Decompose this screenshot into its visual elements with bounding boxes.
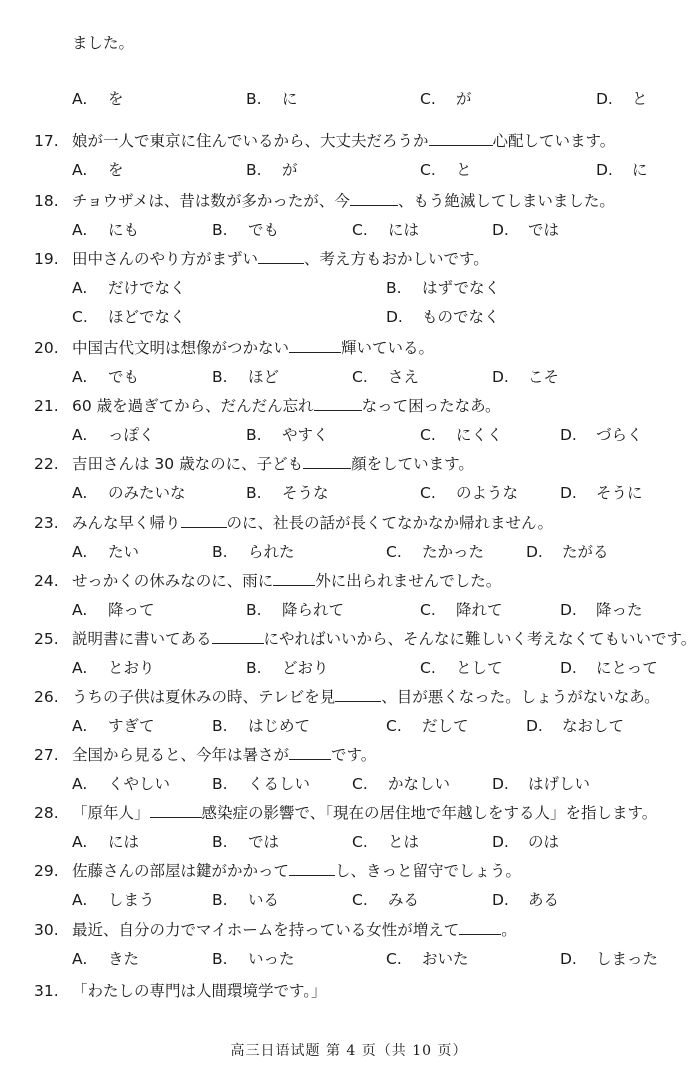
question-text-before: 最近、自分の力でマイホームを持っている女性が増えて (72, 921, 460, 939)
question-number: 23. (34, 514, 59, 532)
question-18 (34, 190, 615, 212)
question-31: 31. 「わたしの専門は人間環境学です。」 (34, 982, 327, 1000)
option-b: B. いる (212, 891, 280, 909)
answer-blank (350, 191, 398, 206)
option-a: A. を (72, 90, 124, 108)
question-text-after: 。 (501, 921, 517, 939)
question-number: 18. (34, 192, 59, 210)
answer-blank (273, 571, 315, 586)
option-a: A. のみたいな (72, 484, 186, 502)
option-a: A. たい (72, 543, 140, 561)
question-text-before: 「原年人」 (72, 804, 150, 822)
intro-text: ました。 (72, 34, 135, 52)
question-number: 26. (34, 688, 59, 706)
question-27 (34, 744, 376, 766)
question-text-before: 中国古代文明は想像がつかない (72, 339, 290, 357)
answer-blank (314, 396, 362, 411)
option-a: A. にも (72, 221, 140, 239)
question-number: 29. (34, 862, 59, 880)
option-c: C. とは (352, 833, 420, 851)
option-c: C. として (420, 659, 503, 677)
question-24 (34, 570, 501, 592)
option-a: A. には (72, 833, 140, 851)
question-28 (34, 802, 657, 824)
question-text-before: 吉田さんは 30 歳なのに、子ども (72, 455, 304, 473)
question-text-after: です。 (331, 746, 377, 764)
option-b: B. が (246, 161, 298, 179)
option-c: C. には (352, 221, 420, 239)
question-26 (34, 686, 660, 708)
answer-blank (258, 249, 304, 264)
option-d: D. しまった (560, 950, 659, 968)
option-c: C. みる (352, 891, 420, 909)
question-text-before: せっかくの休みなのに、雨に (72, 572, 274, 590)
option-d: D. ものでなく (386, 308, 500, 326)
option-b: B. はじめて (212, 717, 311, 735)
option-a: A. とおり (72, 659, 155, 677)
answer-blank (289, 338, 341, 353)
option-a: A. きた (72, 950, 140, 968)
question-19 (34, 248, 489, 270)
answer-blank (150, 803, 202, 818)
option-a: A. すぎて (72, 717, 155, 735)
option-b: B. そうな (246, 484, 329, 502)
question-number: 30. (34, 921, 59, 939)
question-17 (34, 130, 615, 152)
question-number: 25. (34, 630, 59, 648)
option-b: B. ほど (212, 368, 280, 386)
question-text-before: 60 歳を過ぎてから、だんだん忘れ (72, 397, 314, 415)
option-d: D. のは (492, 833, 560, 851)
question-text-after: し、きっと留守でしょう。 (335, 862, 522, 880)
question-number: 24. (34, 572, 59, 590)
option-d: D. なおして (526, 717, 625, 735)
question-text-after: 輝いている。 (341, 339, 435, 357)
question-number: 21. (34, 397, 59, 415)
option-b: B. られた (212, 543, 295, 561)
question-22 (34, 453, 474, 475)
answer-blank (459, 920, 501, 935)
question-text-after: なって困ったなあ。 (361, 397, 501, 415)
option-a: A. しまう (72, 891, 155, 909)
question-text-after: 、考え方もおかしいです。 (304, 250, 489, 268)
option-b: B. はずでなく (386, 279, 500, 297)
question-29 (34, 860, 521, 882)
question-text-after: 、目が悪くなった。しょうがないなあ。 (381, 688, 660, 706)
question-number: 22. (34, 455, 59, 473)
answer-blank (303, 454, 351, 469)
answer-blank (289, 745, 331, 760)
question-text-after: 心配しています。 (492, 132, 616, 150)
option-b: B. では (212, 833, 280, 851)
question-number: 20. (34, 339, 59, 357)
answer-blank (289, 861, 335, 876)
option-d: D. はげしい (492, 775, 591, 793)
question-text-before: みんな早く帰り (72, 514, 181, 532)
option-b: B. くるしい (212, 775, 311, 793)
question-30 (34, 919, 517, 941)
question-number: 28. (34, 804, 59, 822)
question-21 (34, 395, 501, 417)
question-number: 17. (34, 132, 59, 150)
option-c: C. のような (420, 484, 519, 502)
option-d: D. では (492, 221, 560, 239)
question-number: 19. (34, 250, 59, 268)
option-c: C. が (420, 90, 472, 108)
question-text-after: 顔をしています。 (351, 455, 474, 473)
option-b: B. いった (212, 950, 295, 968)
option-d: D. に (596, 161, 648, 179)
option-a: A. だけでなく (72, 279, 186, 297)
option-d: D. そうに (560, 484, 643, 502)
question-text-before: 佐藤さんの部屋は鍵がかかって (72, 862, 290, 880)
option-d: D. たがる (526, 543, 609, 561)
question-number: 27. (34, 746, 59, 764)
option-b: B. 降られて (246, 601, 345, 619)
option-c: C. 降れて (420, 601, 503, 619)
option-d: D. 降った (560, 601, 643, 619)
question-20 (34, 337, 434, 359)
option-c: C. と (420, 161, 472, 179)
option-d: D. と (596, 90, 648, 108)
question-text-before: 娘が一人で東京に住んでいるから、大丈夫だろうか (72, 132, 429, 150)
option-b: B. やすく (246, 426, 329, 444)
option-c: C. たかった (386, 543, 485, 561)
question-text-before: チョウザメは、昔は数が多かったが、今 (72, 192, 350, 210)
option-b: B. でも (212, 221, 280, 239)
question-text-before: 全国から見ると、今年は暑さが (72, 746, 290, 764)
option-c: C. かなしい (352, 775, 451, 793)
option-c: C. さえ (352, 368, 420, 386)
question-text-after: 感染症の影響で、「現在の居住地で年越しをする人」を指します。 (201, 804, 658, 822)
question-text-before: 田中さんのやり方がまずい (72, 250, 259, 268)
answer-blank (429, 131, 493, 146)
option-a: A. くやしい (72, 775, 171, 793)
question-text-after: にやればいいから、そんなに難しいく考えなくてもいいです。 (263, 630, 697, 648)
option-c: C. ほどでなく (72, 308, 186, 326)
option-c: C. おいた (386, 950, 469, 968)
question-25 (34, 628, 696, 650)
question-text-after: のに、社長の話が長くてなかなか帰れません。 (226, 514, 553, 532)
option-a: A. でも (72, 368, 140, 386)
page-footer: 高三日语试题 第 4 页（共 10 页） (230, 1043, 468, 1059)
option-d: D. にとって (560, 659, 658, 677)
option-c: C. にくく (420, 426, 503, 444)
option-b: B. に (246, 90, 298, 108)
option-d: D. こそ (492, 368, 560, 386)
option-d: D. ある (492, 891, 560, 909)
option-a: A. 降って (72, 601, 155, 619)
question-23 (34, 512, 553, 534)
question-text-before: 説明書に書いてある (72, 630, 212, 648)
answer-blank (212, 629, 264, 644)
option-b: B. どおり (246, 659, 329, 677)
option-d: D. づらく (560, 426, 643, 444)
question-text-after: 外に出られませんでした。 (315, 572, 502, 590)
option-a: A. っぽく (72, 426, 155, 444)
option-a: A. を (72, 161, 124, 179)
answer-blank (335, 687, 381, 702)
question-text-after: 、もう絶滅してしまいました。 (397, 192, 615, 210)
option-c: C. だして (386, 717, 469, 735)
answer-blank (181, 513, 227, 528)
question-text-before: うちの子供は夏休みの時、テレビを見 (72, 688, 336, 706)
